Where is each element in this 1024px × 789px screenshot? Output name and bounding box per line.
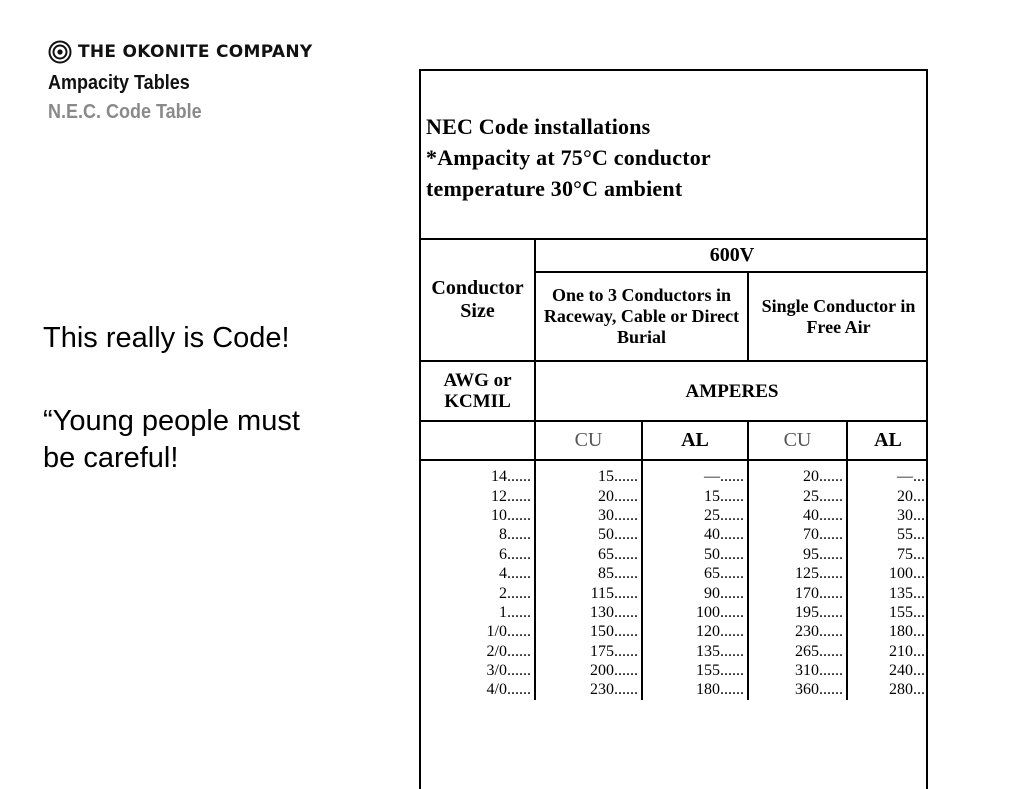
- unit-cu-raceway: CU: [535, 421, 642, 460]
- company-name: THE OKONITE COMPANY: [78, 42, 313, 62]
- table-cell: 6......: [421, 545, 535, 564]
- okonite-logo-icon: [48, 40, 72, 64]
- unit-al-raceway: AL: [642, 421, 748, 460]
- table-cell: 20......: [748, 460, 847, 486]
- table-cell: 20...: [897, 487, 926, 505]
- table-cell: —......: [642, 460, 748, 486]
- table-cell: 90......: [642, 583, 748, 602]
- table-cell: 8......: [421, 525, 535, 544]
- table-cell: 100......: [642, 603, 748, 622]
- table-row: [421, 486, 928, 505]
- amperes-header: AMPERES: [535, 361, 928, 421]
- table-cell: 25......: [642, 506, 748, 525]
- unit-al-free-air: AL: [847, 421, 928, 460]
- table-cell: 14......: [421, 460, 535, 486]
- table-cell: 175......: [535, 642, 642, 661]
- table-cell: 15......: [535, 460, 642, 486]
- table-cell: 2/0......: [421, 642, 535, 661]
- table-cell: 230......: [748, 622, 847, 641]
- table-cell: 1/0......: [421, 622, 535, 641]
- table-row: [421, 460, 928, 486]
- voltage-header: 600V: [535, 240, 928, 272]
- table-row: [421, 622, 928, 641]
- table-cell: 170......: [748, 583, 847, 602]
- table-row: [421, 545, 928, 564]
- table-cell: 230......: [535, 680, 642, 699]
- table-cell: 135...: [889, 584, 926, 602]
- table-cell: 155......: [642, 661, 748, 680]
- table-cell: 135......: [642, 642, 748, 661]
- table-cell: 210...: [889, 642, 926, 660]
- table-cell: 40......: [748, 506, 847, 525]
- table-row: [421, 661, 928, 680]
- table-cell: 30...: [897, 506, 926, 524]
- page-subtitle: N.E.C. Code Table: [48, 101, 202, 123]
- ampacity-rows: [421, 460, 928, 700]
- table-cell: 155...: [889, 603, 926, 621]
- note-code: This really is Code!: [43, 322, 290, 354]
- table-cell: 55...: [897, 526, 926, 544]
- table-cell: 70......: [748, 525, 847, 544]
- free-air-header: Single Conductor in Free Air: [761, 295, 916, 337]
- table-cell: 85......: [535, 564, 642, 583]
- table-row: [421, 525, 928, 544]
- table-cell: 115......: [535, 583, 642, 602]
- table-cell: 2......: [421, 583, 535, 602]
- table-cell: 65......: [535, 545, 642, 564]
- unit-cu-free-air: CU: [748, 421, 847, 460]
- table-cell: 265......: [748, 642, 847, 661]
- company-logo: [48, 38, 313, 66]
- table-cell: 75...: [897, 545, 926, 563]
- awg-kcmil-header: AWG or KCMIL: [421, 361, 535, 421]
- table-cell: 1......: [421, 603, 535, 622]
- table-cell: 240...: [889, 662, 926, 680]
- heading-line-1: NEC Code installations: [426, 114, 651, 139]
- table-cell: 360......: [748, 680, 847, 699]
- table-cell: —...: [897, 468, 926, 486]
- table-cell: 120......: [642, 622, 748, 641]
- table-cell: 50......: [535, 525, 642, 544]
- raceway-header: One to 3 Conductors in Raceway, Cable or Direct Burial: [535, 272, 748, 361]
- table-cell: 280...: [889, 681, 926, 699]
- table-row: [421, 583, 928, 602]
- table-cell: 30......: [535, 506, 642, 525]
- table-cell: 50......: [642, 545, 748, 564]
- ampacity-table: [421, 240, 928, 700]
- table-cell: 65......: [642, 564, 748, 583]
- table-cell: 195......: [748, 603, 847, 622]
- table-cell: 15......: [642, 486, 748, 505]
- conductor-size-header: Conductor Size: [421, 240, 535, 361]
- table-row: [421, 680, 928, 699]
- table-cell: 100...: [889, 565, 926, 583]
- table-cell: 180......: [642, 680, 748, 699]
- table-cell: 125......: [748, 564, 847, 583]
- table-cell: 150......: [535, 622, 642, 641]
- heading-line-2: *Ampacity at 75°C conductor: [426, 145, 711, 170]
- table-cell: 4......: [421, 564, 535, 583]
- table-cell: 12......: [421, 486, 535, 505]
- table-cell: 20......: [535, 486, 642, 505]
- table-cell: 200......: [535, 661, 642, 680]
- table-row: [421, 564, 928, 583]
- table-row: [421, 506, 928, 525]
- heading-line-3: temperature 30°C ambient: [426, 176, 683, 201]
- table-row: [421, 603, 928, 622]
- table-cell: 310......: [748, 661, 847, 680]
- table-cell: 95......: [748, 545, 847, 564]
- table-cell: 4/0......: [421, 680, 535, 699]
- table-cell: 25......: [748, 486, 847, 505]
- page-title: Ampacity Tables: [48, 72, 190, 94]
- units-blank-cell: [421, 421, 535, 460]
- table-cell: 3/0......: [421, 661, 535, 680]
- table-row: [421, 642, 928, 661]
- note-careful: “Young people must be careful!: [43, 405, 300, 474]
- table-heading: [421, 71, 926, 240]
- table-cell: 180...: [889, 623, 926, 641]
- table-cell: 130......: [535, 603, 642, 622]
- nec-table-document: [419, 69, 928, 789]
- table-cell: 40......: [642, 525, 748, 544]
- table-cell: 10......: [421, 506, 535, 525]
